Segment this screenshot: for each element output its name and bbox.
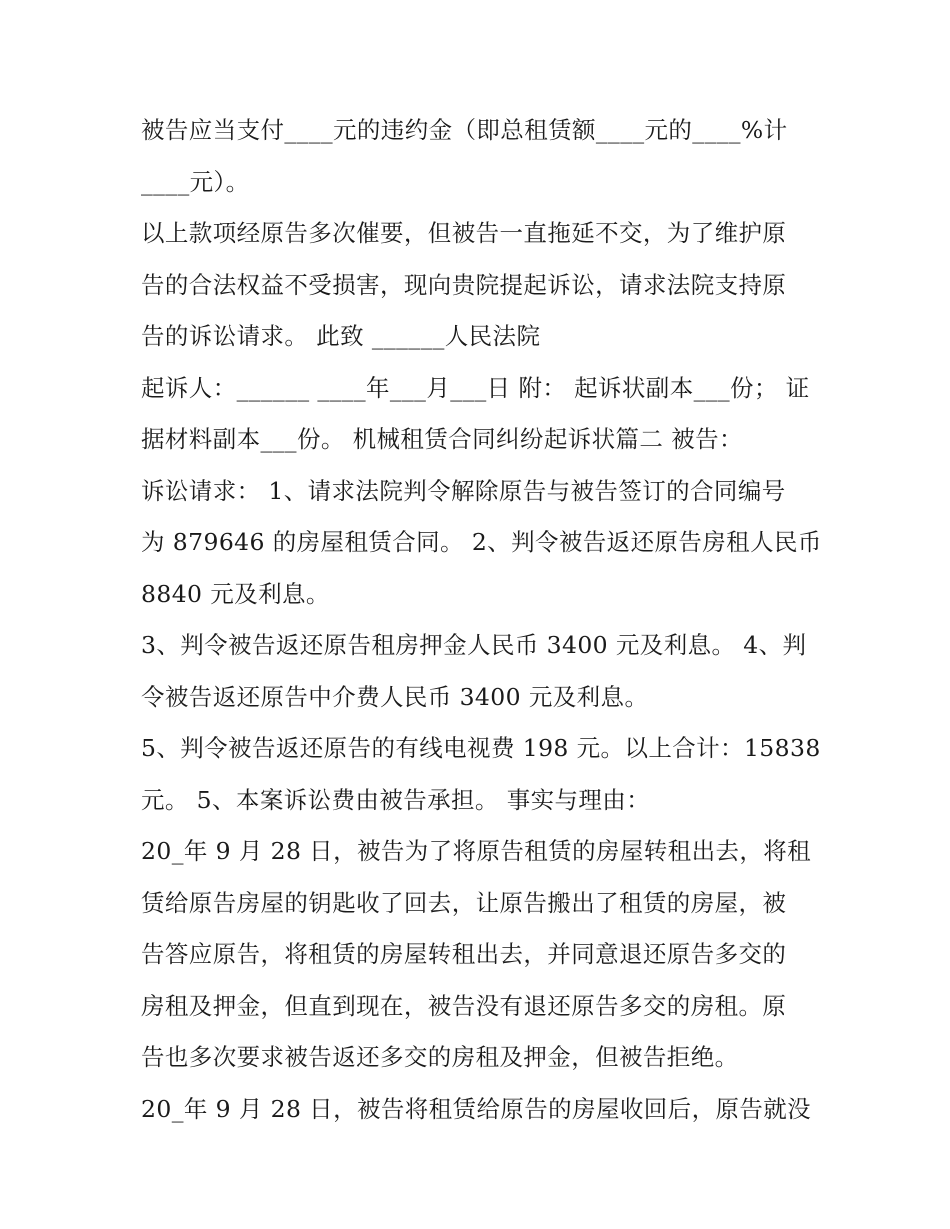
text-line: 8840 元及利息。 xyxy=(141,579,330,608)
text-line: 诉讼请求： 1、请求法院判令解除原告与被告签订的合同编号 xyxy=(141,476,786,505)
text-line: 告的合法权益不受损害，现向贵院提起诉讼，请求法院支持原 xyxy=(141,270,787,299)
text-line: 被告应当支付____元的违约金（即总租赁额____元的____%计 xyxy=(141,116,788,144)
text-line: 3、判令被告返还原告租房押金人民币 3400 元及利息。 4、判 xyxy=(141,631,807,659)
text-line: 告答应原告，将租赁的房屋转租出去，并同意退还原告多交的 xyxy=(141,940,787,968)
text-line: 5、判令被告返还原告的有线电视费 198 元。以上合计：15838 xyxy=(141,734,821,762)
text-line: 20_年 9 月 28 日，被告将租赁给原告的房屋收回后，原告就没 xyxy=(141,1094,812,1123)
text-line: 赁给原告房屋的钥匙收了回去，让原告搬出了租赁的房屋，被 xyxy=(141,888,787,917)
text-line: ____元）。 xyxy=(141,167,250,196)
text-line: 起诉人：______ ____年___月___日 附： 起诉状副本___份； 证 xyxy=(141,373,810,402)
text-line: 元。 5、本案诉讼费由被告承担。 事实与理由： xyxy=(141,785,651,814)
text-line: 20_年 9 月 28 日，被告为了将原告租赁的房屋转租出去，将租 xyxy=(141,837,812,865)
text-line: 令被告返还原告中介费人民币 3400 元及利息。 xyxy=(141,682,649,711)
document-body xyxy=(141,105,822,1135)
text-line: 房租及押金，但直到现在，被告没有退还原告多交的房租。原 xyxy=(141,991,787,1020)
text-line: 为 879646 的房屋租赁合同。 2、判令被告返还原告房租人民币 xyxy=(141,528,822,556)
text-line: 告也多次要求被告返还多交的房租及押金，但被告拒绝。 xyxy=(141,1043,739,1071)
text-line: 据材料副本___份。 机械租赁合同纠纷起诉状篇二 被告： xyxy=(141,425,743,453)
text-line: 以上款项经原告多次催要，但被告一直拖延不交，为了维护原 xyxy=(141,219,787,247)
text-line: 告的诉讼请求。 此致 ______人民法院 xyxy=(141,322,541,350)
